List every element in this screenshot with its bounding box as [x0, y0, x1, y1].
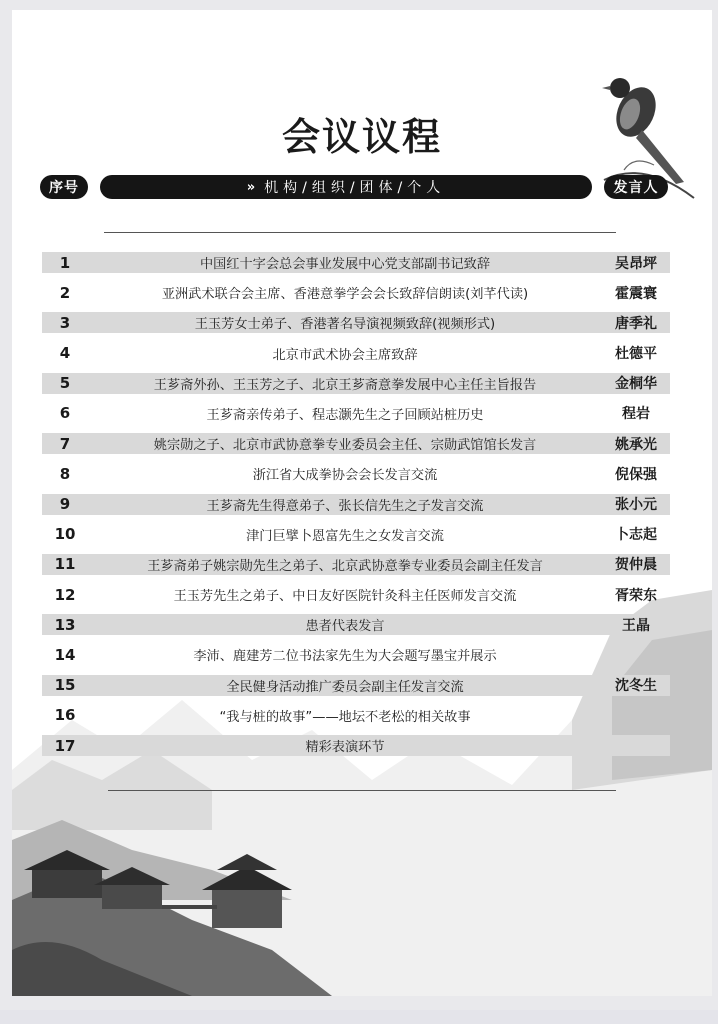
row-item: 患者代表发言 — [305, 619, 385, 635]
divider-top — [104, 232, 616, 233]
row-item: 王芗斋亲传弟子、程志灏先生之子回顾站桩历史 — [206, 407, 484, 423]
row-item: 姚宗勋之子、北京市武协意拳专业委员会主任、宗勋武馆馆长发言 — [153, 438, 537, 454]
row-number: 5 — [59, 374, 71, 393]
double-chevron-right-icon: » — [246, 179, 257, 195]
agenda-row — [42, 584, 670, 605]
row-speaker: 杜德平 — [615, 346, 657, 363]
agenda-row — [42, 373, 670, 394]
agenda-row — [42, 252, 670, 273]
row-item: “我与桩的故事”——地坛不老松的相关故事 — [219, 709, 471, 725]
row-number: 7 — [59, 434, 71, 453]
row-item: 津门巨擘卜恩富先生之女发言交流 — [246, 528, 444, 544]
row-number: 10 — [54, 525, 76, 544]
row-number: 2 — [59, 283, 71, 302]
row-item: 亚洲武术联合会主席、香港意拳学会会长致辞信朗读(刘芊代读) — [161, 287, 529, 303]
header-organization — [100, 175, 592, 199]
row-number: 8 — [59, 464, 71, 483]
agenda-row — [42, 644, 670, 665]
row-item: 全民健身活动推广委员会副主任发言交流 — [226, 679, 464, 695]
row-item: 王芗斋先生得意弟子、张长信先生之子发言交流 — [206, 498, 484, 514]
row-number: 11 — [54, 555, 76, 574]
row-number: 6 — [59, 404, 71, 423]
row-speaker: 王晶 — [622, 617, 650, 634]
row-speaker: 吴昂坪 — [615, 255, 657, 272]
agenda-row — [42, 524, 670, 545]
agenda-list — [42, 252, 670, 765]
row-speaker: 程岩 — [622, 406, 650, 423]
row-item: 王玉芳先生之弟子、中日友好医院针灸科主任医师发言交流 — [173, 589, 517, 605]
agenda-row — [42, 282, 670, 303]
agenda-row — [42, 554, 670, 575]
agenda-row — [42, 463, 670, 484]
agenda-row — [42, 403, 670, 424]
divider-bottom — [108, 790, 616, 791]
row-speaker: 张小元 — [615, 497, 657, 513]
row-number: 1 — [59, 253, 71, 272]
page-bottom-strip — [0, 1010, 718, 1024]
agenda-row — [42, 675, 670, 696]
agenda-row — [42, 705, 670, 726]
row-item: 中国红十字会总会事业发展中心党支部副书记致辞 — [199, 257, 491, 272]
agenda-row — [42, 735, 670, 756]
row-speaker: 姚承光 — [615, 436, 657, 453]
row-item: 李沛、鹿建芳二位书法家先生为大会题写墨宝并展示 — [193, 649, 497, 665]
page-title: 会议议程 — [281, 114, 442, 159]
header-speaker: 发言人 — [604, 175, 668, 199]
row-speaker: 倪保强 — [615, 466, 657, 483]
row-speaker: 贺仲晨 — [615, 557, 657, 574]
agenda-row — [42, 343, 670, 364]
agenda-page — [12, 10, 712, 996]
agenda-row — [42, 614, 670, 635]
row-speaker: 胥荣东 — [615, 587, 657, 604]
row-speaker: 卜志起 — [615, 527, 657, 544]
row-number: 4 — [59, 344, 71, 363]
row-number: 12 — [54, 585, 76, 604]
row-number: 14 — [54, 645, 76, 664]
row-speaker: 唐季礼 — [615, 315, 657, 332]
table-header — [12, 175, 712, 201]
agenda-row — [42, 494, 670, 515]
row-number: 3 — [59, 313, 71, 332]
row-item: 精彩表演环节 — [305, 740, 385, 755]
row-item: 浙江省大成拳协会会长发言交流 — [252, 468, 438, 484]
agenda-row — [42, 433, 670, 454]
header-number: 序号 — [40, 175, 88, 199]
row-number: 16 — [54, 706, 76, 725]
row-number: 9 — [59, 495, 71, 513]
row-number: 17 — [54, 736, 76, 755]
row-speaker: 金桐华 — [615, 376, 657, 393]
row-item: 王芗斋外孙、王玉芳之子、北京王芗斋意拳发展中心主任主旨报告 — [153, 377, 537, 393]
row-number: 13 — [54, 615, 76, 634]
row-speaker: 沈冬生 — [615, 678, 657, 695]
row-item: 王玉芳女士弟子、香港著名导演视频致辞(视频形式) — [194, 317, 496, 333]
agenda-row — [42, 312, 670, 333]
header-organization-label: 机构/组织/团体/个人 — [264, 180, 446, 196]
row-number: 15 — [54, 676, 76, 695]
row-item: 北京市武术协会主席致辞 — [272, 347, 418, 363]
row-speaker: 霍震寰 — [615, 285, 657, 302]
row-item: 王芗斋弟子姚宗勋先生之弟子、北京武协意拳专业委员会副主任发言 — [147, 558, 543, 574]
